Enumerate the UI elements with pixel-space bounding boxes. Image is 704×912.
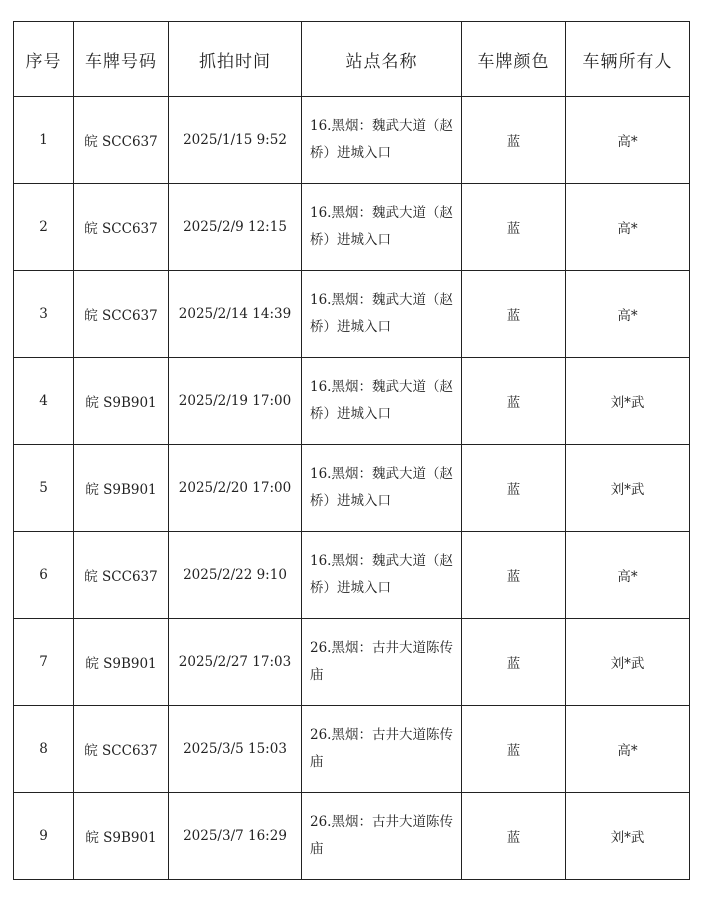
cell-station-name xyxy=(302,445,462,532)
cell-index: 4 xyxy=(14,358,74,445)
cell-station-name xyxy=(302,184,462,271)
station-name-text: 26.黑烟：古井大道陈传庙 xyxy=(310,640,453,683)
cell-station-name xyxy=(302,358,462,445)
cell-vehicle-owner: 刘*武 xyxy=(566,619,690,706)
table-row xyxy=(14,706,690,793)
cell-capture-time: 2025/1/15 9:52 xyxy=(169,97,302,184)
cell-index: 7 xyxy=(14,619,74,706)
cell-vehicle-owner: 高* xyxy=(566,532,690,619)
station-name-text: 26.黑烟：古井大道陈传庙 xyxy=(310,814,453,857)
cell-vehicle-owner: 刘*武 xyxy=(566,793,690,880)
header-station-name: 站点名称 xyxy=(302,22,462,97)
cell-plate-number: 皖 S9B901 xyxy=(74,445,169,532)
cell-plate-color: 蓝 xyxy=(462,271,566,358)
cell-plate-number: 皖 SCC637 xyxy=(74,532,169,619)
cell-station-name xyxy=(302,532,462,619)
records-body xyxy=(14,97,690,880)
header-plate-color: 车牌颜色 xyxy=(462,22,566,97)
table-row xyxy=(14,532,690,619)
cell-capture-time: 2025/2/22 9:10 xyxy=(169,532,302,619)
header-vehicle-owner: 车辆所有人 xyxy=(566,22,690,97)
records-table xyxy=(13,21,690,880)
table-row xyxy=(14,793,690,880)
header-row xyxy=(14,22,690,97)
cell-index: 8 xyxy=(14,706,74,793)
cell-plate-number: 皖 SCC637 xyxy=(74,706,169,793)
cell-plate-number: 皖 S9B901 xyxy=(74,793,169,880)
cell-plate-number: 皖 S9B901 xyxy=(74,358,169,445)
cell-vehicle-owner: 刘*武 xyxy=(566,358,690,445)
cell-plate-number: 皖 SCC637 xyxy=(74,97,169,184)
cell-station-name xyxy=(302,706,462,793)
cell-plate-color: 蓝 xyxy=(462,358,566,445)
cell-index: 3 xyxy=(14,271,74,358)
header-plate-number: 车牌号码 xyxy=(74,22,169,97)
station-name-text: 16.黑烟：魏武大道（赵桥）进城入口 xyxy=(310,379,453,422)
cell-vehicle-owner: 刘*武 xyxy=(566,445,690,532)
cell-plate-color: 蓝 xyxy=(462,706,566,793)
cell-capture-time: 2025/2/14 14:39 xyxy=(169,271,302,358)
cell-station-name xyxy=(302,793,462,880)
cell-index: 9 xyxy=(14,793,74,880)
cell-plate-number: 皖 S9B901 xyxy=(74,619,169,706)
cell-capture-time: 2025/2/20 17:00 xyxy=(169,445,302,532)
cell-plate-number: 皖 SCC637 xyxy=(74,271,169,358)
cell-vehicle-owner: 高* xyxy=(566,184,690,271)
station-name-text: 16.黑烟：魏武大道（赵桥）进城入口 xyxy=(310,292,453,335)
cell-index: 1 xyxy=(14,97,74,184)
cell-plate-number: 皖 SCC637 xyxy=(74,184,169,271)
cell-plate-color: 蓝 xyxy=(462,532,566,619)
cell-station-name xyxy=(302,619,462,706)
table-row xyxy=(14,97,690,184)
cell-plate-color: 蓝 xyxy=(462,793,566,880)
cell-capture-time: 2025/2/19 17:00 xyxy=(169,358,302,445)
table-row xyxy=(14,358,690,445)
station-name-text: 26.黑烟：古井大道陈传庙 xyxy=(310,727,453,770)
table-row xyxy=(14,445,690,532)
table-row xyxy=(14,271,690,358)
header-index: 序号 xyxy=(14,22,74,97)
cell-vehicle-owner: 高* xyxy=(566,706,690,793)
cell-plate-color: 蓝 xyxy=(462,619,566,706)
cell-index: 5 xyxy=(14,445,74,532)
station-name-text: 16.黑烟：魏武大道（赵桥）进城入口 xyxy=(310,205,453,248)
station-name-text: 16.黑烟：魏武大道（赵桥）进城入口 xyxy=(310,553,453,596)
cell-capture-time: 2025/2/27 17:03 xyxy=(169,619,302,706)
cell-vehicle-owner: 高* xyxy=(566,97,690,184)
station-name-text: 16.黑烟：魏武大道（赵桥）进城入口 xyxy=(310,466,453,509)
cell-capture-time: 2025/3/7 16:29 xyxy=(169,793,302,880)
cell-index: 6 xyxy=(14,532,74,619)
cell-station-name xyxy=(302,271,462,358)
cell-plate-color: 蓝 xyxy=(462,97,566,184)
cell-index: 2 xyxy=(14,184,74,271)
header-capture-time: 抓拍时间 xyxy=(169,22,302,97)
table-row xyxy=(14,184,690,271)
cell-capture-time: 2025/2/9 12:15 xyxy=(169,184,302,271)
cell-capture-time: 2025/3/5 15:03 xyxy=(169,706,302,793)
cell-station-name xyxy=(302,97,462,184)
cell-plate-color: 蓝 xyxy=(462,184,566,271)
station-name-text: 16.黑烟：魏武大道（赵桥）进城入口 xyxy=(310,118,453,161)
cell-vehicle-owner: 高* xyxy=(566,271,690,358)
cell-plate-color: 蓝 xyxy=(462,445,566,532)
table-row xyxy=(14,619,690,706)
